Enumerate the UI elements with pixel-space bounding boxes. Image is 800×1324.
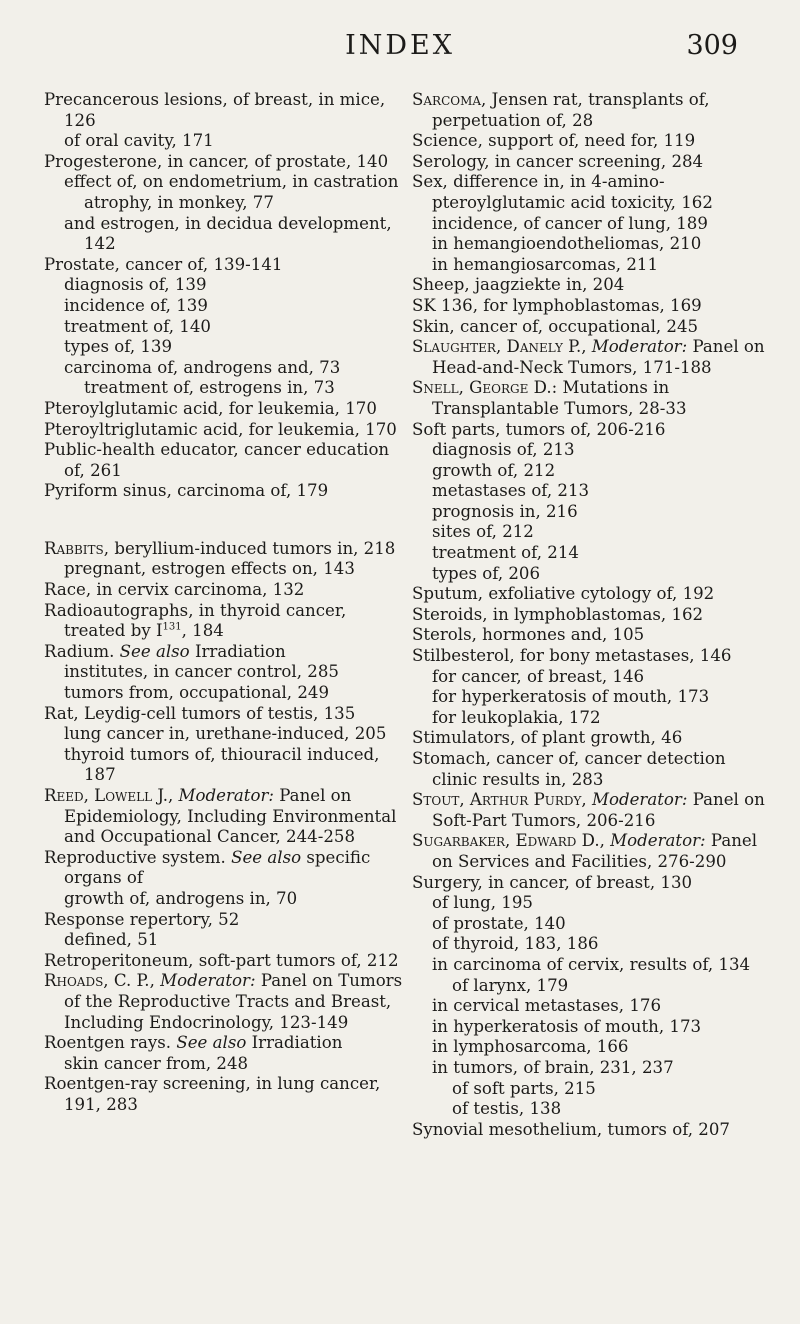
index-entry: of larynx, 179 [452,975,569,995]
index-entry: incidence of, 139 [64,295,208,315]
index-entry: in hemangioendotheliomas, 210 [432,234,702,254]
index-entry: SK 136, for lymphoblastomas, 169 [412,295,702,315]
index-entry: Progesterone, in cancer, of prostate, 140 [44,151,389,171]
index-entry: carcinoma of, androgens and, 73 [64,357,341,377]
index-entry: Rabbits, beryllium-induced tumors in, 218 [44,538,396,558]
index-entry: of testis, 138 [452,1099,562,1119]
index-entry: Reproductive system. See also specific organs of [44,847,371,888]
index-entry: metastases of, 213 [432,481,590,501]
index-entry: Reed, Lowell J., Moderator: Panel on Epidemiology, Including Environmental and Occupational Cancer, 244-258 [44,786,397,847]
index-entry: of prostate, 140 [432,913,566,933]
index-entry: Stimulators, of plant growth, 46 [412,728,683,748]
index-entry: types of, 139 [64,337,173,357]
index-entry: Skin, cancer of, occupational, 245 [412,316,699,336]
index-entry: Rhoads, C. P., Moderator: Panel on Tumors of the Reproductive Tracts and Breast, Including Endocrinology, 123-149 [44,971,403,1032]
index-entry: defined, 51 [64,930,159,950]
index-entry: for hyperkeratosis of mouth, 173 [432,687,710,707]
index-entry: Sugarbaker, Edward D., Moderator: Panel on Services and Facilities, 276-290 [412,831,758,871]
index-entry: treatment of, estrogens in, 73 [84,378,335,398]
page-header [0,16,800,76]
index-entry: of thyroid, 183, 186 [432,934,599,954]
index-entry: Synovial mesothelium, tumors of, 207 [412,1119,730,1139]
index-entry: growth of, androgens in, 70 [64,888,298,908]
index-entry: diagnosis of, 213 [432,440,575,460]
index-entry: Race, in cervix carcinoma, 132 [44,580,305,600]
index-entry: in hyperkeratosis of mouth, 173 [432,1016,702,1036]
index-entry: Pteroylglutamic acid, for leukemia, 170 [44,398,377,418]
index-entry: institutes, in cancer control, 285 [64,662,339,682]
index-entry: Science, support of, need for, 119 [412,131,696,151]
index-entry: in carcinoma of cervix, results of, 134 [432,954,751,974]
index-entry: effect of, on endometrium, in castration atrophy, in monkey, 77 [64,172,399,212]
index-column-left [44,90,404,1116]
index-entry: diagnosis of, 139 [64,275,207,295]
index-entry: Soft parts, tumors of, 206-216 [412,419,666,439]
index-entry: Stomach, cancer of, cancer detection clinic results in, 283 [412,749,726,789]
index-entry: types of, 206 [432,563,541,583]
index-entry: Precancerous lesions, of breast, in mice, 126 [44,90,386,130]
index-entry: for cancer, of breast, 146 [432,666,645,686]
index-entry: growth of, 212 [432,460,556,480]
index-entry: of soft parts, 215 [452,1078,596,1098]
index-entry: Stilbesterol, for bony metastases, 146 [412,646,732,666]
index-entry: pregnant, estrogen effects on, 143 [64,559,355,579]
index-entry: Slaughter, Danely P., Moderator: Panel on Head-and-Neck Tumors, 171-188 [412,337,765,377]
index-entry: Rat, Leydig-cell tumors of testis, 135 [44,703,356,723]
index-entry: and estrogen, in decidua development, 142 [64,213,392,254]
index-entry: Radioautographs, in thyroid cancer, treated by $I^{131}$, 184 [44,600,347,641]
index-entry: of lung, 195 [432,893,533,913]
index-entry: tumors from, occupational, 249 [64,683,330,703]
index-entry: Radium. See also Irradiation [44,641,286,661]
index-entry: in tumors, of brain, 231, 237 [432,1057,674,1077]
index-entry: Surgery, in cancer, of breast, 130 [412,872,693,892]
page-title: INDEX [345,30,455,61]
index-entry: skin cancer from, 248 [64,1053,249,1073]
index-column-right [412,90,774,1140]
index-entry: Sterols, hormones and, 105 [412,625,645,645]
index-entry: in cervical metastases, 176 [432,996,662,1016]
index-entry: Steroids, in lymphoblastomas, 162 [412,604,704,624]
index-entry: Public-health educator, cancer education of, 261 [44,440,390,480]
index-entry: Serology, in cancer screening, 284 [412,151,704,171]
index-entry: Sarcoma, Jensen rat, transplants of, perpetuation of, 28 [412,90,710,130]
index-entry: Pteroyltriglutamic acid, for leukemia, 170 [44,419,397,439]
index-entry: Sex, difference in, in 4-amino-pteroylglutamic acid toxicity, 162 [412,172,713,212]
page-number: 309 [686,30,738,61]
index-entry: in hemangiosarcomas, 211 [432,254,659,274]
index-entry: treatment of, 214 [432,543,579,563]
index-entry: incidence, of cancer of lung, 189 [432,213,708,233]
index-entry: Roentgen-ray screening, in lung cancer, 191, 283 [44,1074,381,1114]
index-entry: Prostate, cancer of, 139-141 [44,254,283,274]
index-entry: Roentgen rays. See also Irradiation [44,1033,343,1053]
index-entry: sites of, 212 [432,522,534,542]
index-entry: Pyriform sinus, carcinoma of, 179 [44,481,329,501]
index-entry: prognosis in, 216 [432,501,578,521]
index-entry: thyroid tumors of, thiouracil induced, 187 [64,744,380,785]
index-entry: in lymphosarcoma, 166 [432,1037,629,1057]
index-entry: treatment of, 140 [64,316,211,336]
index-entry: for leukoplakia, 172 [432,707,601,727]
index-entry: Sputum, exfoliative cytology of, 192 [412,584,715,604]
index-gap [44,502,404,539]
index-entry: Retroperitoneum, soft-part tumors of, 212 [44,950,399,970]
index-entry: Sheep, jaagziekte in, 204 [412,275,625,295]
index-entry: Stout, Arthur Purdy, Moderator: Panel on Soft-Part Tumors, 206-216 [412,790,765,830]
index-entry: lung cancer in, urethane-induced, 205 [64,724,387,744]
index-entry: Response repertory, 52 [44,909,240,929]
index-entry: Snell, George D.: Mutations in Transplantable Tumors, 28-33 [412,378,687,418]
index-entry: of oral cavity, 171 [64,131,214,151]
